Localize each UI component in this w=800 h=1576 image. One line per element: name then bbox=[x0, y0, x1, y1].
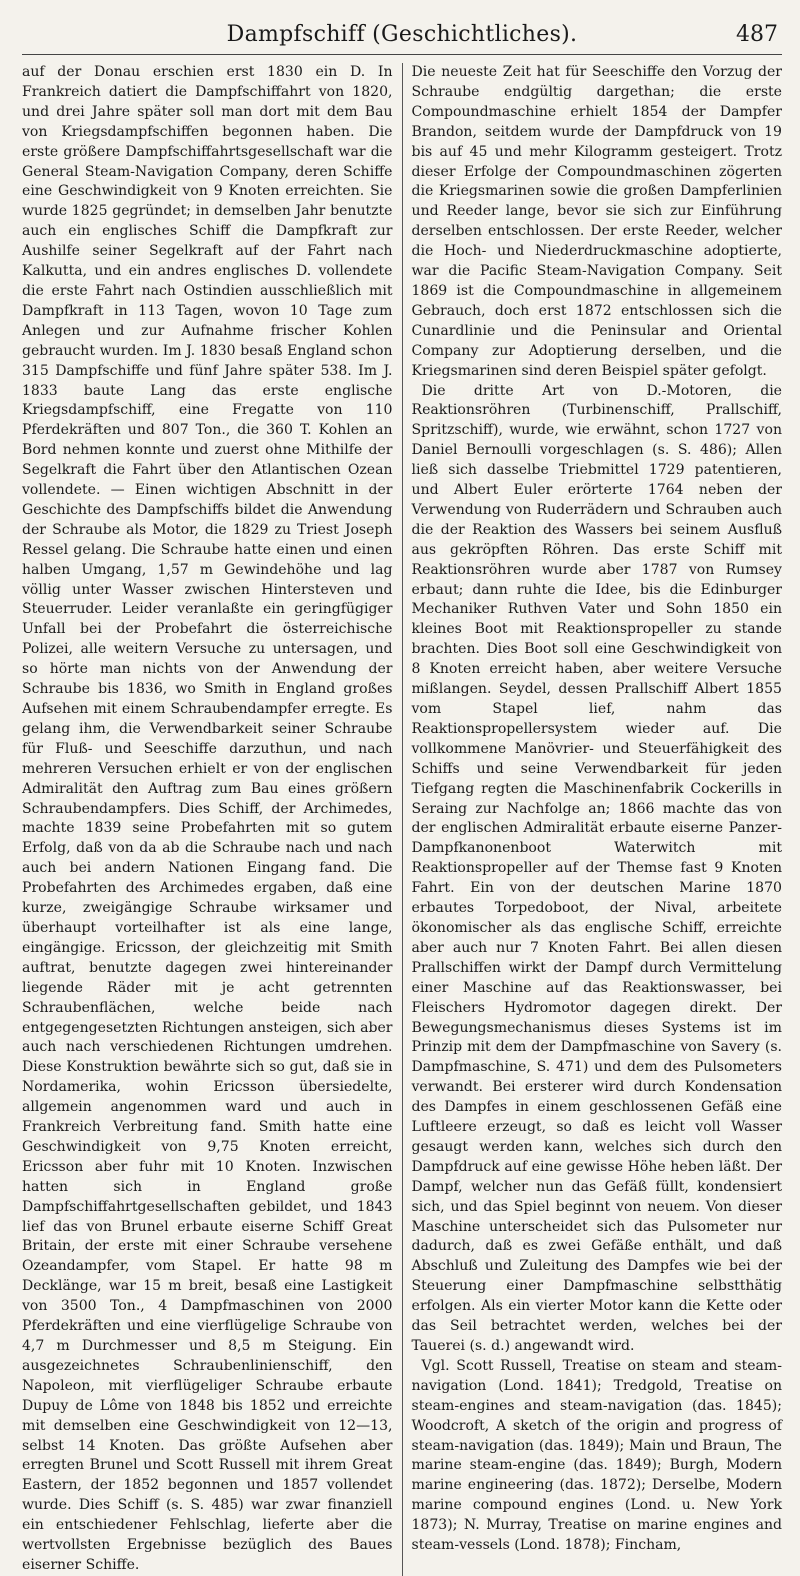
paragraph: Die dritte Art von D.-Motoren, die Reaktionsröhren (Turbinenschiff, Prallschiff, Spritzschiff), wurde, wie erwähnt, schon 1727 von Daniel Bernoulli vorgeschlagen (s. S. 486); Allen ließ sich dasselbe Triebmittel 1729 patentieren, und Albert Euler erörterte 1764 neben der Verwendung von Ruderrädern und Schrauben auch die der Reaktion des Wassers bei seinem Ausfluß aus gekröpften Röhren. Das erste Schiff mit Reaktionsröhren wurde aber 1787 von Rumsey erbaut; dann ruhte die Idee, bis die Edinburger Mechaniker Ruthven Vater und Sohn 1850 ein kleines Boot mit Reaktionspropeller zu stande brachten. Dies Boot soll eine Geschwindigkeit von 8 Knoten erreicht haben, aber weitere Versuche mißlangen. Seydel, dessen Prallschiff Albert 1855 vom Stapel lief, nahm das Reaktionspropellersystem wieder auf. Die vollkommene Manövrier- und Steuerfähigkeit des Schiffs und seine Verwendbarkeit für jeden Tiefgang regten die Maschinenfabrik Cockerills in Seraing zur Nachfolge an; 1866 machte das von der englischen Admiralität erbaute eiserne Panzer-Dampfkanonenboot Waterwitch mit Reaktionspropeller auf der Themse fast 9 Knoten Fahrt. Ein von der deutschen Marine 1870 erbautes Torpedoboot, der Nival, arbeitete ökonomischer als das englische Schiff, erreichte aber auch nur 7 Knoten Fahrt. Bei allen diesen Prallschiffen wirkt der Dampf durch Vermittelung einer Maschine auf das Reaktionswasser, bei Fleischers Hydromotor dagegen direkt. Der Bewegungsmechanismus dieses Systems ist im Prinzip mit dem der Dampfmaschine von Savery (s. Dampfmaschine, S. 471) und dem des Pulsometers verwandt. Bei ersterer wird durch Kondensation des Dampfes in einem geschlossenen Gefäß eine Luftleere erzeugt, so daß es leicht voll Wasser gesaugt werden kann, welches sich durch den Dampfdruck auf eine gewisse Höhe heben läßt. Der Dampf, welcher nun das Gefäß füllt, kondensiert sich, und das Spiel beginnt von neuem. Von dieser Maschine unterscheidet sich das Pulsometer nur dadurch, daß es zwei Gefäße enthält, und daß Abschluß und Zuleitung des Dampfes wie bei der Steuerung einer Dampfmaschine selbstthätig erfolgen. Als ein vierter Motor kann die Kette oder das Seil betrachtet werden, welches bei der Tauerei (s. d.) angewandt wird. bbox=[411, 382, 782, 1354]
right-column bbox=[403, 63, 783, 1576]
text-columns bbox=[22, 63, 782, 1576]
left-column bbox=[22, 63, 403, 1576]
page-header bbox=[22, 14, 782, 55]
paragraph: auf der Donau erschien erst 1830 ein D. In Frankreich datiert die Dampfschiffahrt von 1820, und drei Jahre später soll man dort mit dem Bau von Kriegsdampfschiffen begonnen haben. Die erste größere Dampfschiffahrtsgesellschaft war die General Steam-Navigation Company, deren Schiffe eine Geschwindigkeit von 9 Knoten erreichten. Sie wurde 1825 gegründet; in demselben Jahr benutzte auch ein englisches Schiff die Dampfkraft zur Aushilfe seiner Segelkraft auf der Fahrt nach Kalkutta, und ein andres englisches D. vollendete die erste Fahrt nach Ostindien ausschließlich mit Dampfkraft in 113 Tagen, wovon 10 Tage zum Anlegen und zur Aufnahme frischer Kohlen gebraucht wurden. Im J. 1830 besaß England schon 315 Dampfschiffe und fünf Jahre später 538. Im J. 1833 baute Lang das erste englische Kriegsdampfschiff, eine Fregatte von 110 Pferdekräften und 807 Ton., die 360 T. Kohlen an Bord nehmen konnte und zuerst ohne Mithilfe der Segelkraft die Fahrt über den Atlantischen Ozean vollendete. — Einen wichtigen Abschnitt in der Geschichte des Dampfschiffs bildet die Anwendung der Schraube als Motor, die 1829 zu Triest Joseph Ressel gelang. Die Schraube hatte einen und einen halben Umgang, 1,57 m Gewindehöhe und lag völlig unter Wasser zwischen Hintersteven und Steuerruder. Leider veranlaßte ein geringfügiger Unfall bei der Probefahrt die österreichische Polizei, alle weitern Versuche zu untersagen, und so hörte man nichts von der Anwendung der Schraube bis 1836, wo Smith in England großes Aufsehen mit einem Schraubendampfer erregte. Es gelang ihm, die Verwendbarkeit seiner Schraube für Fluß- und Seeschiffe darzuthun, und nach mehreren Versuchen erhielt er von der englischen Admiralität den Auftrag zum Bau eines größern Schraubendampfers. Dies Schiff, der Archimedes, machte 1839 seine Probefahrten mit so gutem Erfolg, daß von da ab die Schraube nach und nach auch bei andern Nationen Eingang fand. Die Probefahrten des Archimedes ergaben, daß eine kurze, zweigängige Schraube wirksamer und überhaupt vorteilhafter ist als eine lange, eingängige. Ericsson, der gleichzeitig mit Smith auftrat, benutzte dagegen zwei hintereinander liegende Räder mit je acht getrennten Schraubenflächen, welche beide nach entgegengesetzten Richtungen ansteigen, sich aber auch nach verschiedenen Richtungen umdrehen. Diese Konstruktion bewährte sich so gut, daß sie in Nordamerika, wohin Ericsson übersiedelte, allgemein angenommen ward und auch in Frankreich Verbreitung fand. Smith hatte eine Geschwindigkeit von 9,75 Knoten erreicht, Ericsson aber fuhr mit 10 Knoten. Inzwischen hatten sich in England große Dampfschiffahrtgesellschaften gebildet, und 1843 lief das von Brunel erbaute eiserne Schiff Great Britain, der erste mit einer Schraube versehene Ozeandampfer, vom Stapel. Er hatte 98 m Decklänge, war 15 m breit, besaß eine Lastigkeit von 3500 Ton., 4 Dampfmaschinen von 2000 Pferdekräften und eine vierflügelige Schraube von 4,7 m Durchmesser und 8,5 m Steigung. Ein ausgezeichnetes Schraubenlinienschiff, den Napoleon, mit vierflügeliger Schraube erbaute Dupuy de Lôme von 1848 bis 1852 und erreichte mit demselben eine Geschwindigkeit von 12—13, selbst 14 Knoten. Das größte Aufsehen aber erregten Brunel und Scott Russell mit ihrem Great Eastern, der 1852 begonnen und 1857 vollendet wurde. Dies Schiff (s. S. 485) war zwar finanziell ein entschiedener Fehlschlag, lieferte aber die wertvollsten Ergebnisse bezüglich des Baues eiserner Schiffe. bbox=[22, 64, 393, 1573]
page-number: 487 bbox=[736, 22, 778, 47]
bibliography-paragraph: Vgl. Scott Russell, Treatise on steam and steam-navigation (Lond. 1841); Tredgold, Treatise on steam-engines and steam-navigation (das. 1845); Woodcroft, A sketch of the origin and progress of steam-navigation (das. 1849); Main und Braun, The marine steam-engine (das. 1849); Burgh, Modern marine engineering (das. 1872); Derselbe, Modern marine compound engines (Lond. u. New York 1873); N. Murray, Treatise on marine engines and steam-vessels (Lond. 1878); Fincham, bbox=[411, 1357, 782, 1554]
paragraph: Die neueste Zeit hat für Seeschiffe den Vorzug der Schraube endgültig dargethan; die erste Compoundmaschine erhielt 1854 der Dampfer Brandon, seitdem wurde der Dampfdruck von 19 bis auf 45 und mehr Kilogramm gesteigert. Trotz dieser Erfolge der Compoundmaschinen zögerten die Kriegsmarinen sowie die großen Dampferlinien und Reeder lange, bevor sie sich zur Einführung derselben entschlossen. Der erste Reeder, welcher die Hoch- und Niederdruckmaschine adoptierte, war die Pacific Steam-Navigation Company. Seit 1869 ist die Compoundmaschine in allgemeinem Gebrauch, doch erst 1872 entschlossen sich die Cunardlinie und die Peninsular and Oriental Company zur Adoptierung derselben, und die Kriegsmarinen sind deren Beispiel später gefolgt. bbox=[411, 64, 782, 379]
running-head: Dampfschiff (Geschichtliches). bbox=[226, 22, 578, 47]
